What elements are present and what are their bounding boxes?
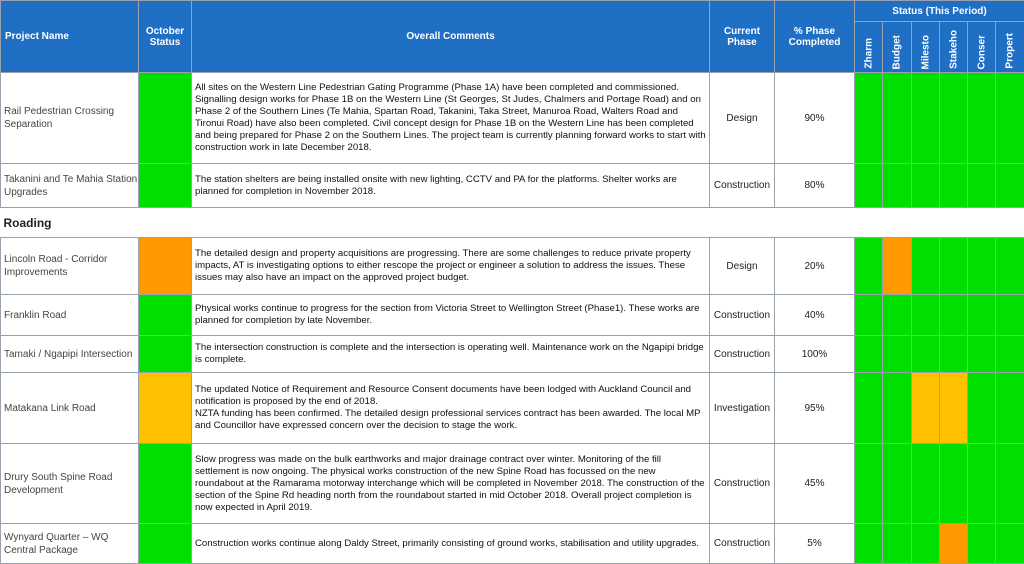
status-cell bbox=[940, 73, 968, 164]
status-cell bbox=[912, 73, 940, 164]
table-row bbox=[1, 444, 1024, 524]
october-status-cell bbox=[139, 73, 192, 164]
status-cell bbox=[912, 164, 940, 208]
header-status-col: Conser bbox=[968, 22, 996, 73]
status-cell bbox=[940, 295, 968, 336]
status-cell bbox=[883, 444, 912, 524]
overall-comments-cell: The detailed design and property acquisitions are progressing. There are some challenges to reduce private property impacts, AT is investigating options to either rescope the project or engineer a solution to address the issues. These issues may also have an impact on the approved project budget. bbox=[192, 238, 710, 295]
october-status-cell bbox=[139, 444, 192, 524]
status-cell bbox=[912, 524, 940, 564]
overall-comments-cell: The updated Notice of Requirement and Resource Consent documents have been lodged with Auckland Council and notification is proposed by the end of 2018. NZTA funding has been confirmed. The detailed design professional services contract has been awarded. The local MP and Councillor have expressed concern over the decision to stage the work. bbox=[192, 373, 710, 444]
october-status-cell bbox=[139, 295, 192, 336]
status-cell bbox=[883, 295, 912, 336]
project-name-cell: Tamaki / Ngapipi Intersection bbox=[1, 336, 139, 373]
project-name-cell: Rail Pedestrian Crossing Separation bbox=[1, 73, 139, 164]
status-cell bbox=[968, 524, 996, 564]
status-cell bbox=[996, 164, 1024, 208]
phase-completed-cell: 5% bbox=[775, 524, 855, 564]
status-cell bbox=[996, 73, 1024, 164]
table-row bbox=[1, 73, 1024, 164]
october-status-cell bbox=[139, 336, 192, 373]
status-cell bbox=[883, 73, 912, 164]
status-cell bbox=[855, 336, 883, 373]
overall-comments-cell: The intersection construction is complete and the intersection is operating well. Maintenance work on the Ngapipi bridge is complete. bbox=[192, 336, 710, 373]
overall-comments-cell: Physical works continue to progress for the section from Victoria Street to Wellington Street (Phase1). These works are planned for completion by late November. bbox=[192, 295, 710, 336]
status-cell bbox=[855, 524, 883, 564]
status-cell bbox=[912, 444, 940, 524]
table-row bbox=[1, 238, 1024, 295]
header-status-col: Milesto bbox=[912, 22, 940, 73]
status-cell bbox=[855, 444, 883, 524]
status-cell bbox=[912, 373, 940, 444]
table-body bbox=[1, 73, 1024, 564]
status-cell bbox=[940, 373, 968, 444]
status-cell bbox=[996, 336, 1024, 373]
status-cell bbox=[940, 524, 968, 564]
status-cell bbox=[855, 164, 883, 208]
current-phase-cell: Construction bbox=[710, 295, 775, 336]
section-row bbox=[1, 208, 1024, 238]
phase-completed-cell: 80% bbox=[775, 164, 855, 208]
current-phase-cell: Construction bbox=[710, 524, 775, 564]
overall-comments-cell: Construction works continue along Daldy Street, primarily consisting of ground works, stabilisation and utility upgrades. bbox=[192, 524, 710, 564]
table-row bbox=[1, 524, 1024, 564]
project-name-cell: Matakana Link Road bbox=[1, 373, 139, 444]
status-cell bbox=[968, 373, 996, 444]
project-name-cell: Franklin Road bbox=[1, 295, 139, 336]
current-phase-cell: Design bbox=[710, 238, 775, 295]
status-cell bbox=[968, 295, 996, 336]
status-cell bbox=[940, 164, 968, 208]
october-status-cell bbox=[139, 164, 192, 208]
status-cell bbox=[883, 238, 912, 295]
october-status-cell bbox=[139, 373, 192, 444]
header-status-col: Propert bbox=[996, 22, 1024, 73]
overall-comments-cell: The station shelters are being installed onsite with new lighting, CCTV and PA for the platforms. Shelter works are planned for completion in November 2018. bbox=[192, 164, 710, 208]
header-status-this-period: Status (This Period) bbox=[855, 1, 1024, 22]
section-label: Roading bbox=[1, 208, 1024, 238]
current-phase-cell: Construction bbox=[710, 336, 775, 373]
status-cell bbox=[855, 295, 883, 336]
current-phase-cell: Design bbox=[710, 73, 775, 164]
overall-comments-cell: Slow progress was made on the bulk earthworks and major drainage contract over winter. Monitoring of the fill settlement is now ongoing. The physical works construction of the new Spine Road has focussed on the new roundabout at the Ramarama motorway interchange which will be completed in November 2018. The construction of the section of the Spine Rd heading north from the roundabout started in mid October 2018. Overall project completion is now expected in April 2019. bbox=[192, 444, 710, 524]
status-cell bbox=[855, 238, 883, 295]
status-cell bbox=[883, 164, 912, 208]
october-status-cell bbox=[139, 238, 192, 295]
status-cell bbox=[883, 524, 912, 564]
overall-comments-cell: All sites on the Western Line Pedestrian Gating Programme (Phase 1A) have been completed and commissioned. Signalling design works for Phase 1B on the Western Line (St Georges, St Judes, Chalmers and Portage Road) and on Phase 2 of the Southern Lines (Te Mahia, Spartan Road, Takanini, Taka Street, Manuroa Road, Walters Road and Tironui Road) have also been completed. Civil concept design for Phase 1B on the Western Line has been completed and being prepared for Phase 2 on the Southern Lines. The project team is currently planning forward works to start with construction work in late December 2018. bbox=[192, 73, 710, 164]
header-status-col: Zharm bbox=[855, 22, 883, 73]
status-cell bbox=[968, 73, 996, 164]
status-cell bbox=[968, 444, 996, 524]
current-phase-cell: Investigation bbox=[710, 373, 775, 444]
current-phase-cell: Construction bbox=[710, 444, 775, 524]
project-name-cell: Wynyard Quarter – WQ Central Package bbox=[1, 524, 139, 564]
project-name-cell: Drury South Spine Road Development bbox=[1, 444, 139, 524]
table-row bbox=[1, 295, 1024, 336]
header-overall-comments: Overall Comments bbox=[192, 1, 710, 73]
status-cell bbox=[968, 336, 996, 373]
phase-completed-cell: 100% bbox=[775, 336, 855, 373]
october-status-cell bbox=[139, 524, 192, 564]
header-phase-completed: % Phase Completed bbox=[775, 1, 855, 73]
phase-completed-cell: 20% bbox=[775, 238, 855, 295]
status-cell bbox=[968, 164, 996, 208]
phase-completed-cell: 95% bbox=[775, 373, 855, 444]
status-cell bbox=[883, 373, 912, 444]
phase-completed-cell: 40% bbox=[775, 295, 855, 336]
project-name-cell: Takanini and Te Mahia Station Upgrades bbox=[1, 164, 139, 208]
status-cell bbox=[996, 238, 1024, 295]
phase-completed-cell: 90% bbox=[775, 73, 855, 164]
table-row bbox=[1, 373, 1024, 444]
table-row bbox=[1, 336, 1024, 373]
project-name-cell: Lincoln Road - Corridor Improvements bbox=[1, 238, 139, 295]
header-current-phase: Current Phase bbox=[710, 1, 775, 73]
header-october-status: October Status bbox=[139, 1, 192, 73]
header-project-name: Project Name bbox=[1, 1, 139, 73]
status-cell bbox=[940, 238, 968, 295]
status-cell bbox=[996, 524, 1024, 564]
status-cell bbox=[996, 295, 1024, 336]
table-row bbox=[1, 164, 1024, 208]
status-cell bbox=[996, 444, 1024, 524]
phase-completed-cell: 45% bbox=[775, 444, 855, 524]
status-cell bbox=[912, 336, 940, 373]
status-cell bbox=[940, 444, 968, 524]
status-cell bbox=[996, 373, 1024, 444]
status-cell bbox=[855, 373, 883, 444]
header-status-col: Stakeho bbox=[940, 22, 968, 73]
current-phase-cell: Construction bbox=[710, 164, 775, 208]
status-cell bbox=[912, 295, 940, 336]
status-cell bbox=[912, 238, 940, 295]
header-status-col: Budget bbox=[883, 22, 912, 73]
status-cell bbox=[855, 73, 883, 164]
status-cell bbox=[940, 336, 968, 373]
status-cell bbox=[883, 336, 912, 373]
status-cell bbox=[968, 238, 996, 295]
